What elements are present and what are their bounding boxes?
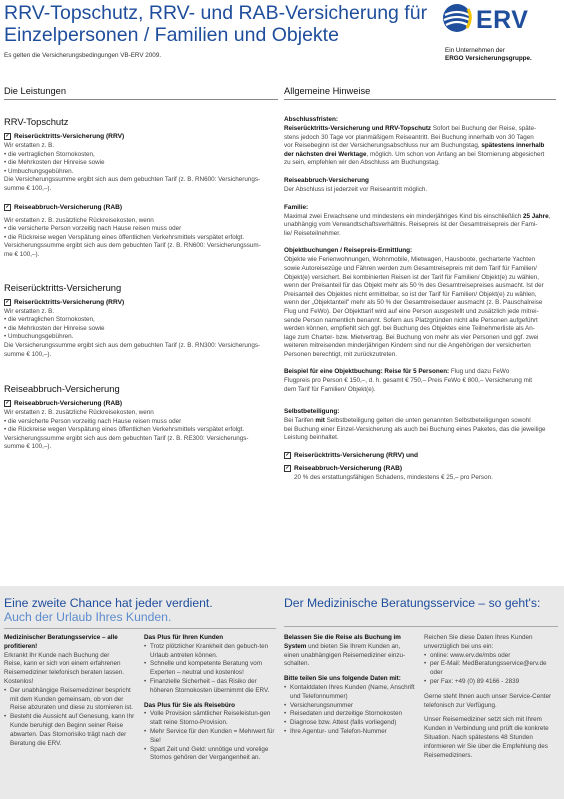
footer-right [284,586,558,627]
abschluss-text: Reiserücktritts-Versicherung und RRV-Topschutz Sofort bei Buchung der Reise, späte- stens jedoch 30 Tage vor planmäßigem Reiseantritt. Bei Buchung innerhalb von 30 Tagen vor Reisebeginn ist der Versicherungsabschluss nur am Buchungstag, spätestens innerhalb der nächsten drei Werktage, möglich. Um schon von Anfang an bei Stornierung abgesichert zu sein, empfehlen wir den Abschluss am Buchungstag. [284,125,545,167]
notes-heading: Allgemeine Hinweise [284,86,556,100]
checkbox-icon: ✓ [285,452,290,459]
abschluss-heading: Abschlussfristen: [284,116,338,123]
block-title: Reiserücktritts-Versicherung [4,281,122,293]
item-text: Wir erstatten z. B. zusätzliche Rückreisekosten, wenn • die versicherte Person vorzeitig nach Hause reisen muss oder • die Rückreise wegen Verspätung eines öffentlichen Verkehrsmittels verspätet erfolgt. Versicherungssumme ergibt sich aus dem gebuchten Tarif (z. B. RN600: Versicherungssum- me € 100,–). [4,216,261,258]
familie-text: Maximal zwei Erwachsene und mindestens ein minderjähriges Kind bis einschließlich 25 Jahre, unabhängig vom Verwandtschaftsverhältnis. Reisepreis ist der Gesamtreisepreis der Fami- lie/ Reiseteilnehmer. [284,212,551,237]
logo-tagline: Ein Unternehmen der ERGO Versicherungsgruppe. [445,47,532,62]
objekt-text: Objekte wie Ferienwohnungen, Wohnmobile, Mietwagen, Hausboote, gecharterte Yachten sowie Autoreisezüge und Fähren werden zum Gesamtreisepreis mit dem Tarif für Familien/ Objekt(e) versichert. Bei kombinierten Reisen ist der Tarif für Familien/ Objekt(e) zu wählen, wenn der Preisanteil für das Objekt mehr als 50 % des Gesamtreisepreises ausmacht. Ist der Preisanteil des Objektes nicht ermittelbar, so ist der Tarif für Familien/ Objekt(e) zu wählen, wenn der „Objektanteil" mehr als 50 % der Gesamtreisedauer ausmacht (z. B. Pauschalreise Flug und FeWo). Der Objekttarif wird auf eine Person ausgestellt und zusätzlich jede mitrei- sende Person namentlich benannt. Sofern aus Platzgründen nicht alle Personen aufgeführt werden können, empfiehlt sich ggf. bei Buchung des Objektes eine Teilnehmerliste als An- lage zum Charter- bzw. Mietvertrag. Bei Buchung von mehr als vier Personen und ggf. zwei weiteren mitreisenden minderjährigen Kindern sind nur die Angehörigen der versicherten Personen berechtigt, mit zurückzutreten. [284,256,544,358]
box-item: ✓ Reiserücktritts-Versicherung (RRV) [5,133,125,140]
footer-left [4,586,276,629]
footer-left-title: Eine zweite Chance hat jeder verdient. Auch der Urlaub Ihres Kunden. [4,596,276,629]
familie-heading: Familie: [284,203,309,211]
footer-left-col2: Das Plus für Ihren Kunden • Trotz plötzlicher Krankheit den gebuch-ten Urlaub antreten können. • Schnelle und kompetente Beratung vom Experten – neutral und kostenlos! • Finanzielle Sicherheit – das Risiko der höheren Stornokosten übernimmt die ERV. Das Plus für Sie als Reisebüro • Volle Provision sämtlicher Reiseleistun-gen statt reine Storno-Provision. • Mehr Service für den Kunden = Mehrwert für Sie! • Spart Zeit und Geld: unnötige und vorelige Stornos gehören der Vergangenheit an. [144,634,278,763]
benefits-heading: Die Leistungen [4,86,278,100]
item-text: Wir erstatten z. B. • die vertraglichen Stornokosten, • die Mehrkosten der Hinreise sowie • Umbuchungsgebühren. Die Versicherungssumme ergibt sich aus dem gebuchten Tarif (z. B. RN300: Versicherungs- summe € 100,–). [4,307,261,358]
selbst-amount: 20 % des erstattungsfähigen Schadens, mindestens € 25,– pro Person. [294,474,493,482]
box-item: ✓ Reiseabbruch-Versicherung (RAB) [285,465,403,473]
benefits-column [4,86,278,460]
footer-panel [0,586,564,799]
erv-logo [442,3,560,63]
footer-left-col1: Medizinischer Beratungsservice – alle profitieren! Erkrankt Ihr Kunde nach Buchung der Reise, kann er sich von einem erfahrenen Reisemediziner telefonisch beraten lassen. Kostenlos! • Der unabhängige Reisemediziner bespricht mit dem Kunden gemeinsam, ob von der Reise abzuraten und diese zu stornieren ist. • Besteht die Aussicht auf Genesung, kann Ihr Kunde beruhigt den Beginn seiner Reise abwarten. Das Stornorisiko trägt nach der Beratung die ERV. [4,634,136,748]
block-topschutz [4,116,278,260]
footer-right-col2: Reichen Sie diese Daten Ihres Kunden unverzüglich bei uns ein: • online: www.erv.de/mbs oder • per E-Mail: MedBeratungsservice@erv.de oder • per Fax: +49 (0) 89 4166 - 2839 Gerne steht Ihnen auch unser Service-Center telefonisch zur Verfügung. Unser Reisemediziner setzt sich mit Ihrem Kunden in Verbindung und prüft die konkrete Situation. Nach spätestens 48 Stunden informieren wir Sie über die Empfehlung des Reisemediziners. [424,634,558,760]
block-title: RRV-Topschutz [4,116,69,127]
page-title: RRV-Topschutz, RRV- und RAB-Versicherung für Einzelpersonen / Familien und Objekte [4,2,428,46]
footer-right-title: Der Medizinische Beratungsservice – so geht's: [284,596,558,627]
item-text: Wir erstatten z. B. zusätzliche Rückreisekosten, wenn • die versicherte Person vorzeitig nach Hause reisen muss oder • die Rückreise wegen Verspätung eines öffentlichen Verkehrsmittels verspätet erfolgt. Versicherungssumme ergibt sich aus dem gebuchten Tarif (z. B. RE300: Versicherungs- summe € 100,–). [4,409,249,451]
checkbox-icon: ✓ [285,465,290,472]
selbst-heading: Selbstbeteiligung: [284,408,340,416]
box-item: ✓ Reiserücktritts-Versicherung (RRV) und [285,452,419,460]
checkbox-icon: ✓ [5,133,10,139]
selbst-text: Bei Tarifen mit Selbstbeteiligung gelten die unten genannten Selbstbeteiligungen sowohl bei Buchung einer Einzel-Versicherung als auch bei Buchung eines Paketes, das die jeweilige Leistung beinhaltet. [284,417,546,442]
erv-globe-icon [442,3,472,33]
notes-column [284,86,556,483]
box-item: ✓ Reiseabbruch-Versicherung (RAB) [5,203,123,211]
block-rrv [4,282,278,360]
checkbox-icon: ✓ [5,400,10,407]
checkbox-icon: ✓ [5,298,10,305]
objekt-heading: Objektbuchungen / Reisepreis-Ermittlung: [284,247,413,255]
item-text: Wir erstatten z. B. • die vertraglichen Stornokosten, • die Mehrkosten der Hinreise sowie • Umbuchungsgebühren. Die Versicherungssumme ergibt sich aus dem gebuchten Tarif (z. B. RN600: Versicherungs- summe € 100,–). [4,142,261,192]
checkbox-icon: ✓ [5,203,10,210]
logo-text: ERV [476,6,529,34]
footer-right-col1: Belassen Sie die Reise als Buchung im System und bieten Sie Ihrem Kunden an, einen unabhängigen Reisemediziner einzu-schalten. Bitte teilen Sie uns folgende Daten mit: • Kontaktdaten Ihres Kunden (Name, Anschrift und Telefonnummer) • Versicherungsnummer • Reisedaten und derzeitige Stornokosten • Diagnose bzw. Attest (falls vorliegend) • Ihre Agentur- und Telefon-Nummer [284,634,416,737]
rab-text: Der Abschluss ist jederzeit vor Reiseantritt möglich. [284,185,428,193]
block-rab [4,383,278,452]
conditions-note: Es gelten die Versicherungsbedingungen VB-ERV 2009. [4,52,162,59]
box-item: ✓ Reiserücktritts-Versicherung (RRV) [5,298,125,306]
beispiel-text: Beispiel für eine Objektbuchung: Reise für 5 Personen: Flug und dazu FeWo Flugpreis pro Person € 150,–, d. h. gesamt € 750,– Preis FeWo € 800,– Versicherung mit dem Tarif für Familien/ Objekt(e). [284,368,533,393]
block-title: Reiseabbruch-Versicherung [4,383,120,395]
rab-heading: Reiseabbruch-Versicherung [284,176,369,184]
box-item: ✓ Reiseabbruch-Versicherung (RAB) [5,400,123,408]
